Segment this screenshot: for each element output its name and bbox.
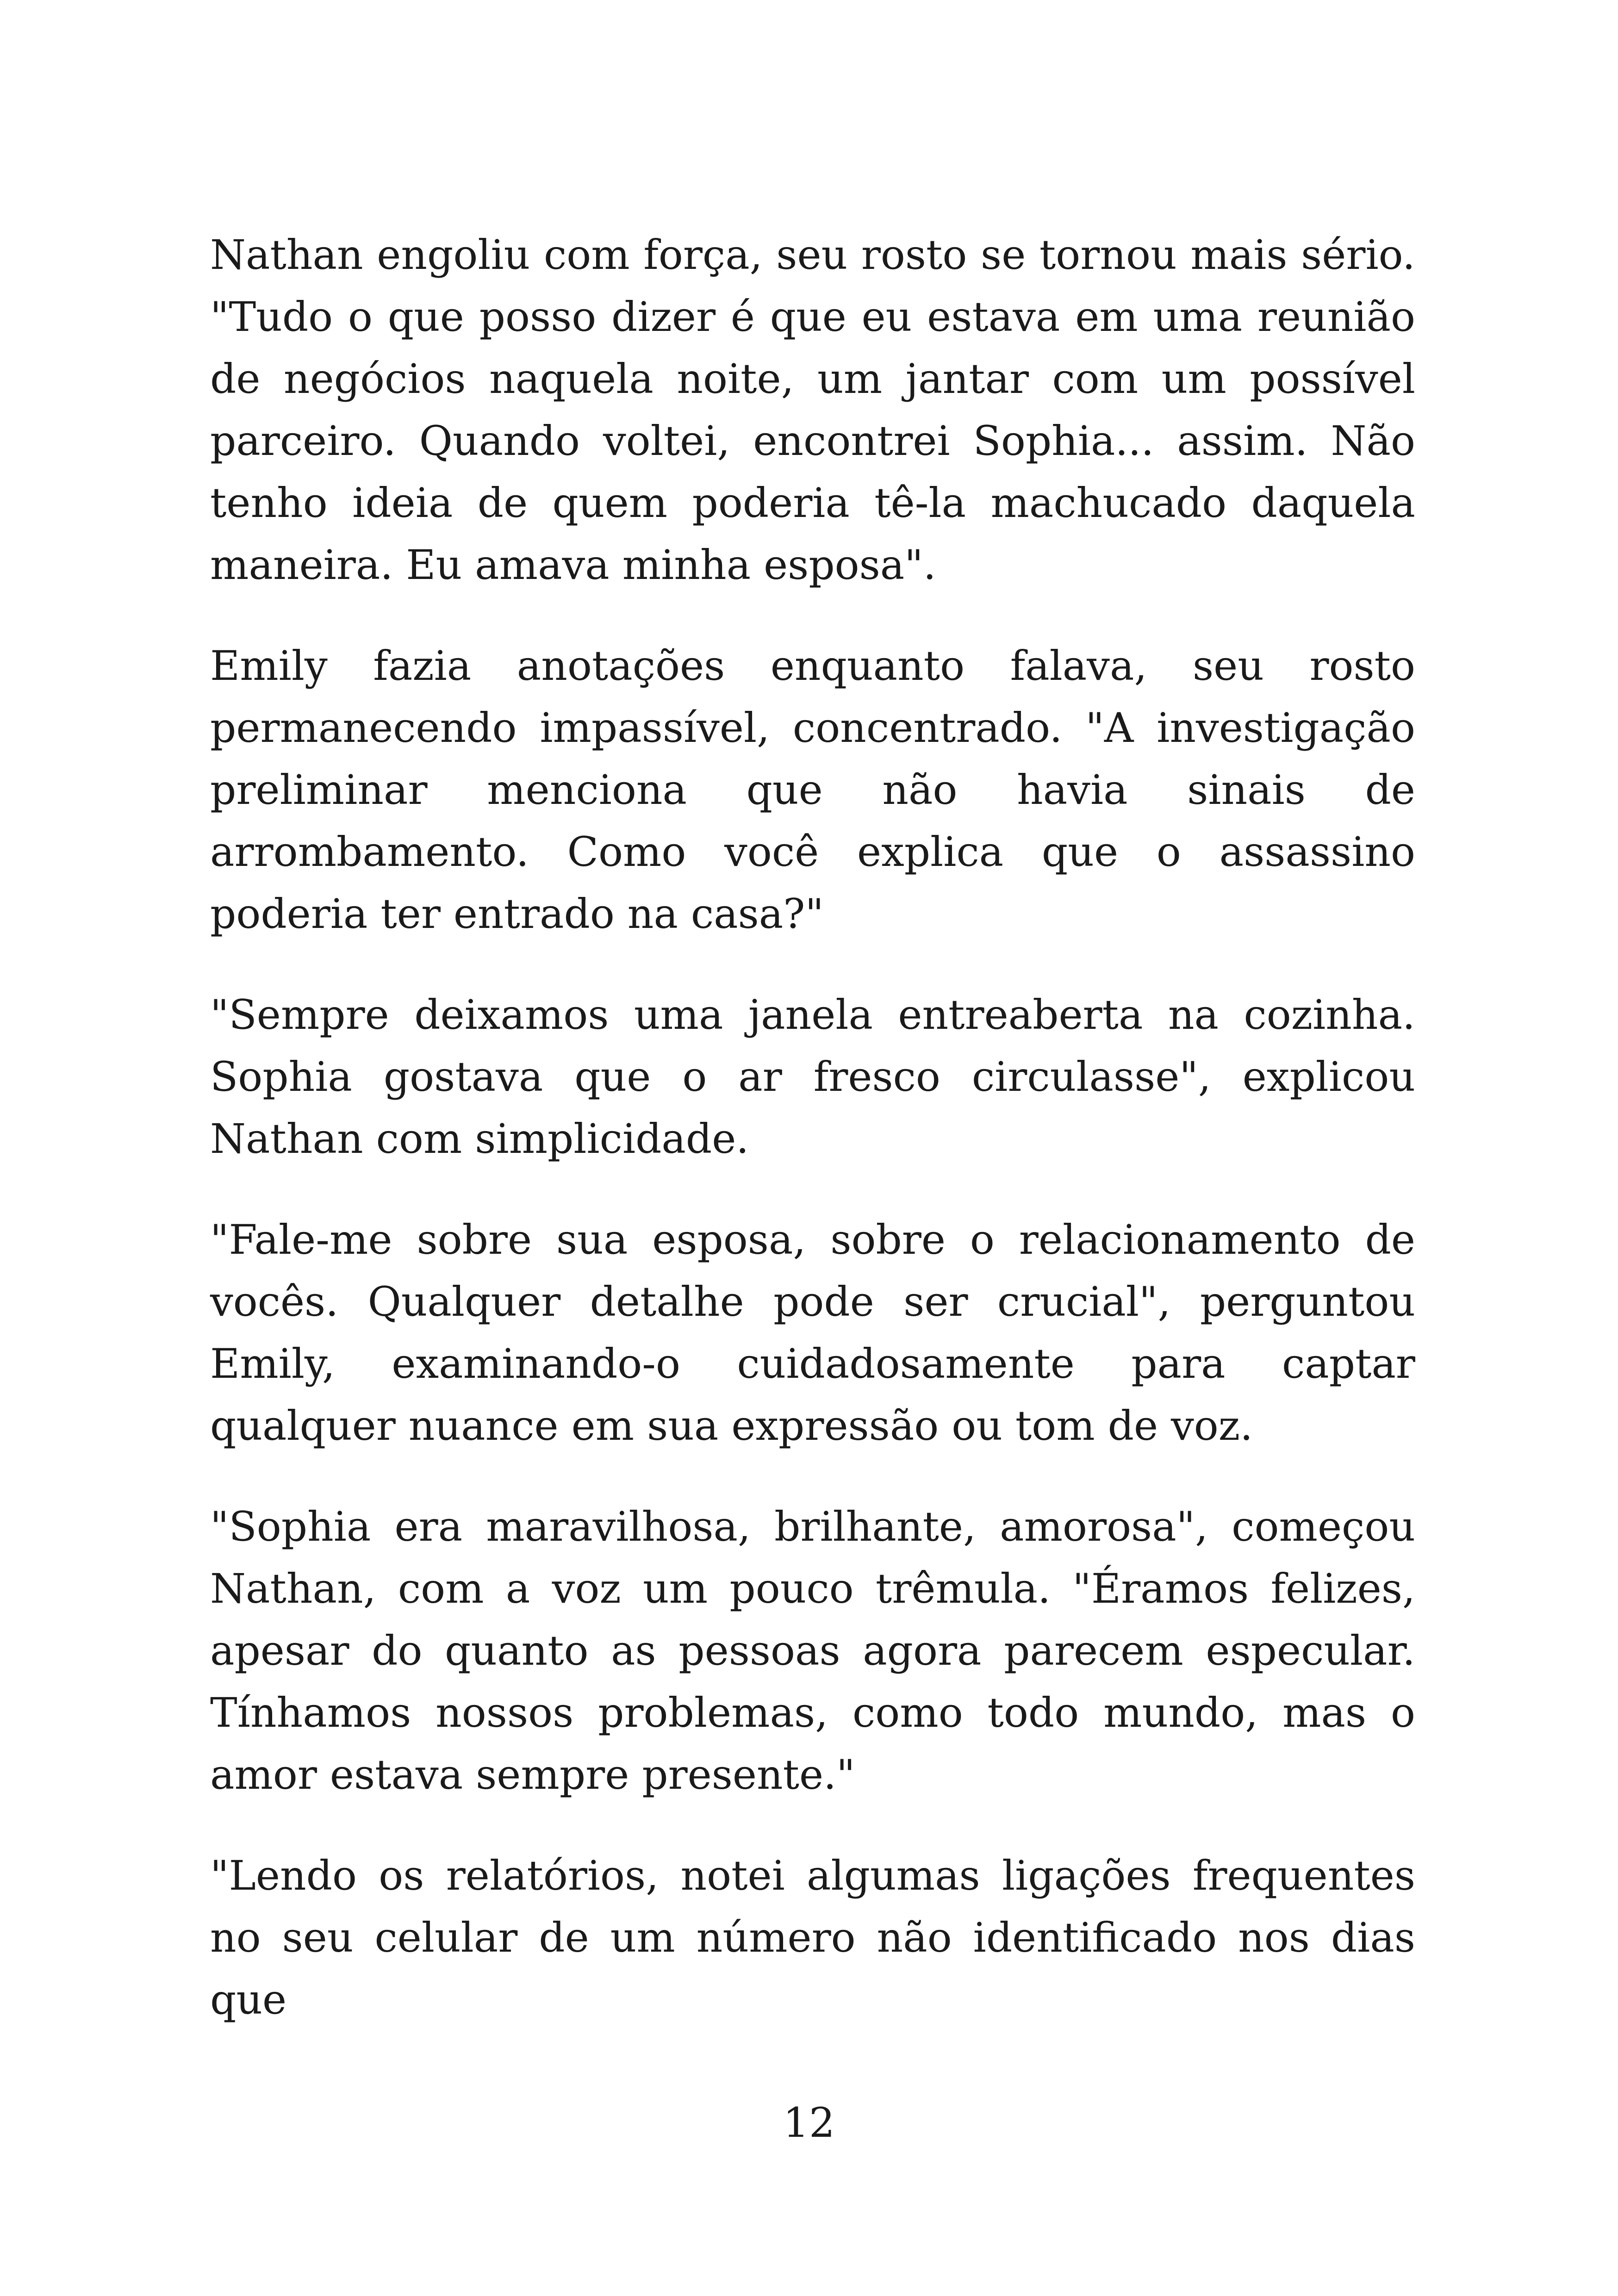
paragraph: "Fale-me sobre sua esposa, sobre o relacionamento de vocês. Qualquer detalhe pode ser crucial", perguntou Emily, examinando-o cuidadosamente para captar qualquer nuance em sua expressão ou tom de voz. (210, 1216, 1415, 1450)
paragraph: Nathan engoliu com força, seu rosto se tornou mais sério. "Tudo o que posso dizer é que eu estava em uma reunião de negócios naquela noite, um jantar com um possível parceiro. Quando voltei, encontrei Sophia... assim. Não tenho ideia de quem poderia tê-la machucado daquela maneira. Eu amava minha esposa". (210, 231, 1415, 589)
paragraph: Emily fazia anotações enquanto falava, seu rosto permanecendo impassível, concentrado. "A investigação preliminar menciona que não havia sinais de arrombamento. Como você explica que o assassino poderia ter entrado na casa?" (210, 642, 1415, 938)
paragraph: "Sempre deixamos uma janela entreaberta na cozinha. Sophia gostava que o ar fresco circulasse", explicou Nathan com simplicidade. (210, 991, 1415, 1163)
page-number: 12 (783, 2099, 835, 2147)
body-text (210, 224, 1415, 2031)
paragraph: "Lendo os relatórios, notei algumas ligações frequentes no seu celular de um número não identificado nos dias que (210, 1852, 1415, 2023)
paragraph: "Sophia era maravilhosa, brilhante, amorosa", começou Nathan, com a voz um pouco trêmula. "Éramos felizes, apesar do quanto as pessoas agora parecem especular. Tínhamos nossos problemas, como todo mundo, mas o amor estava sempre presente." (210, 1503, 1415, 1798)
